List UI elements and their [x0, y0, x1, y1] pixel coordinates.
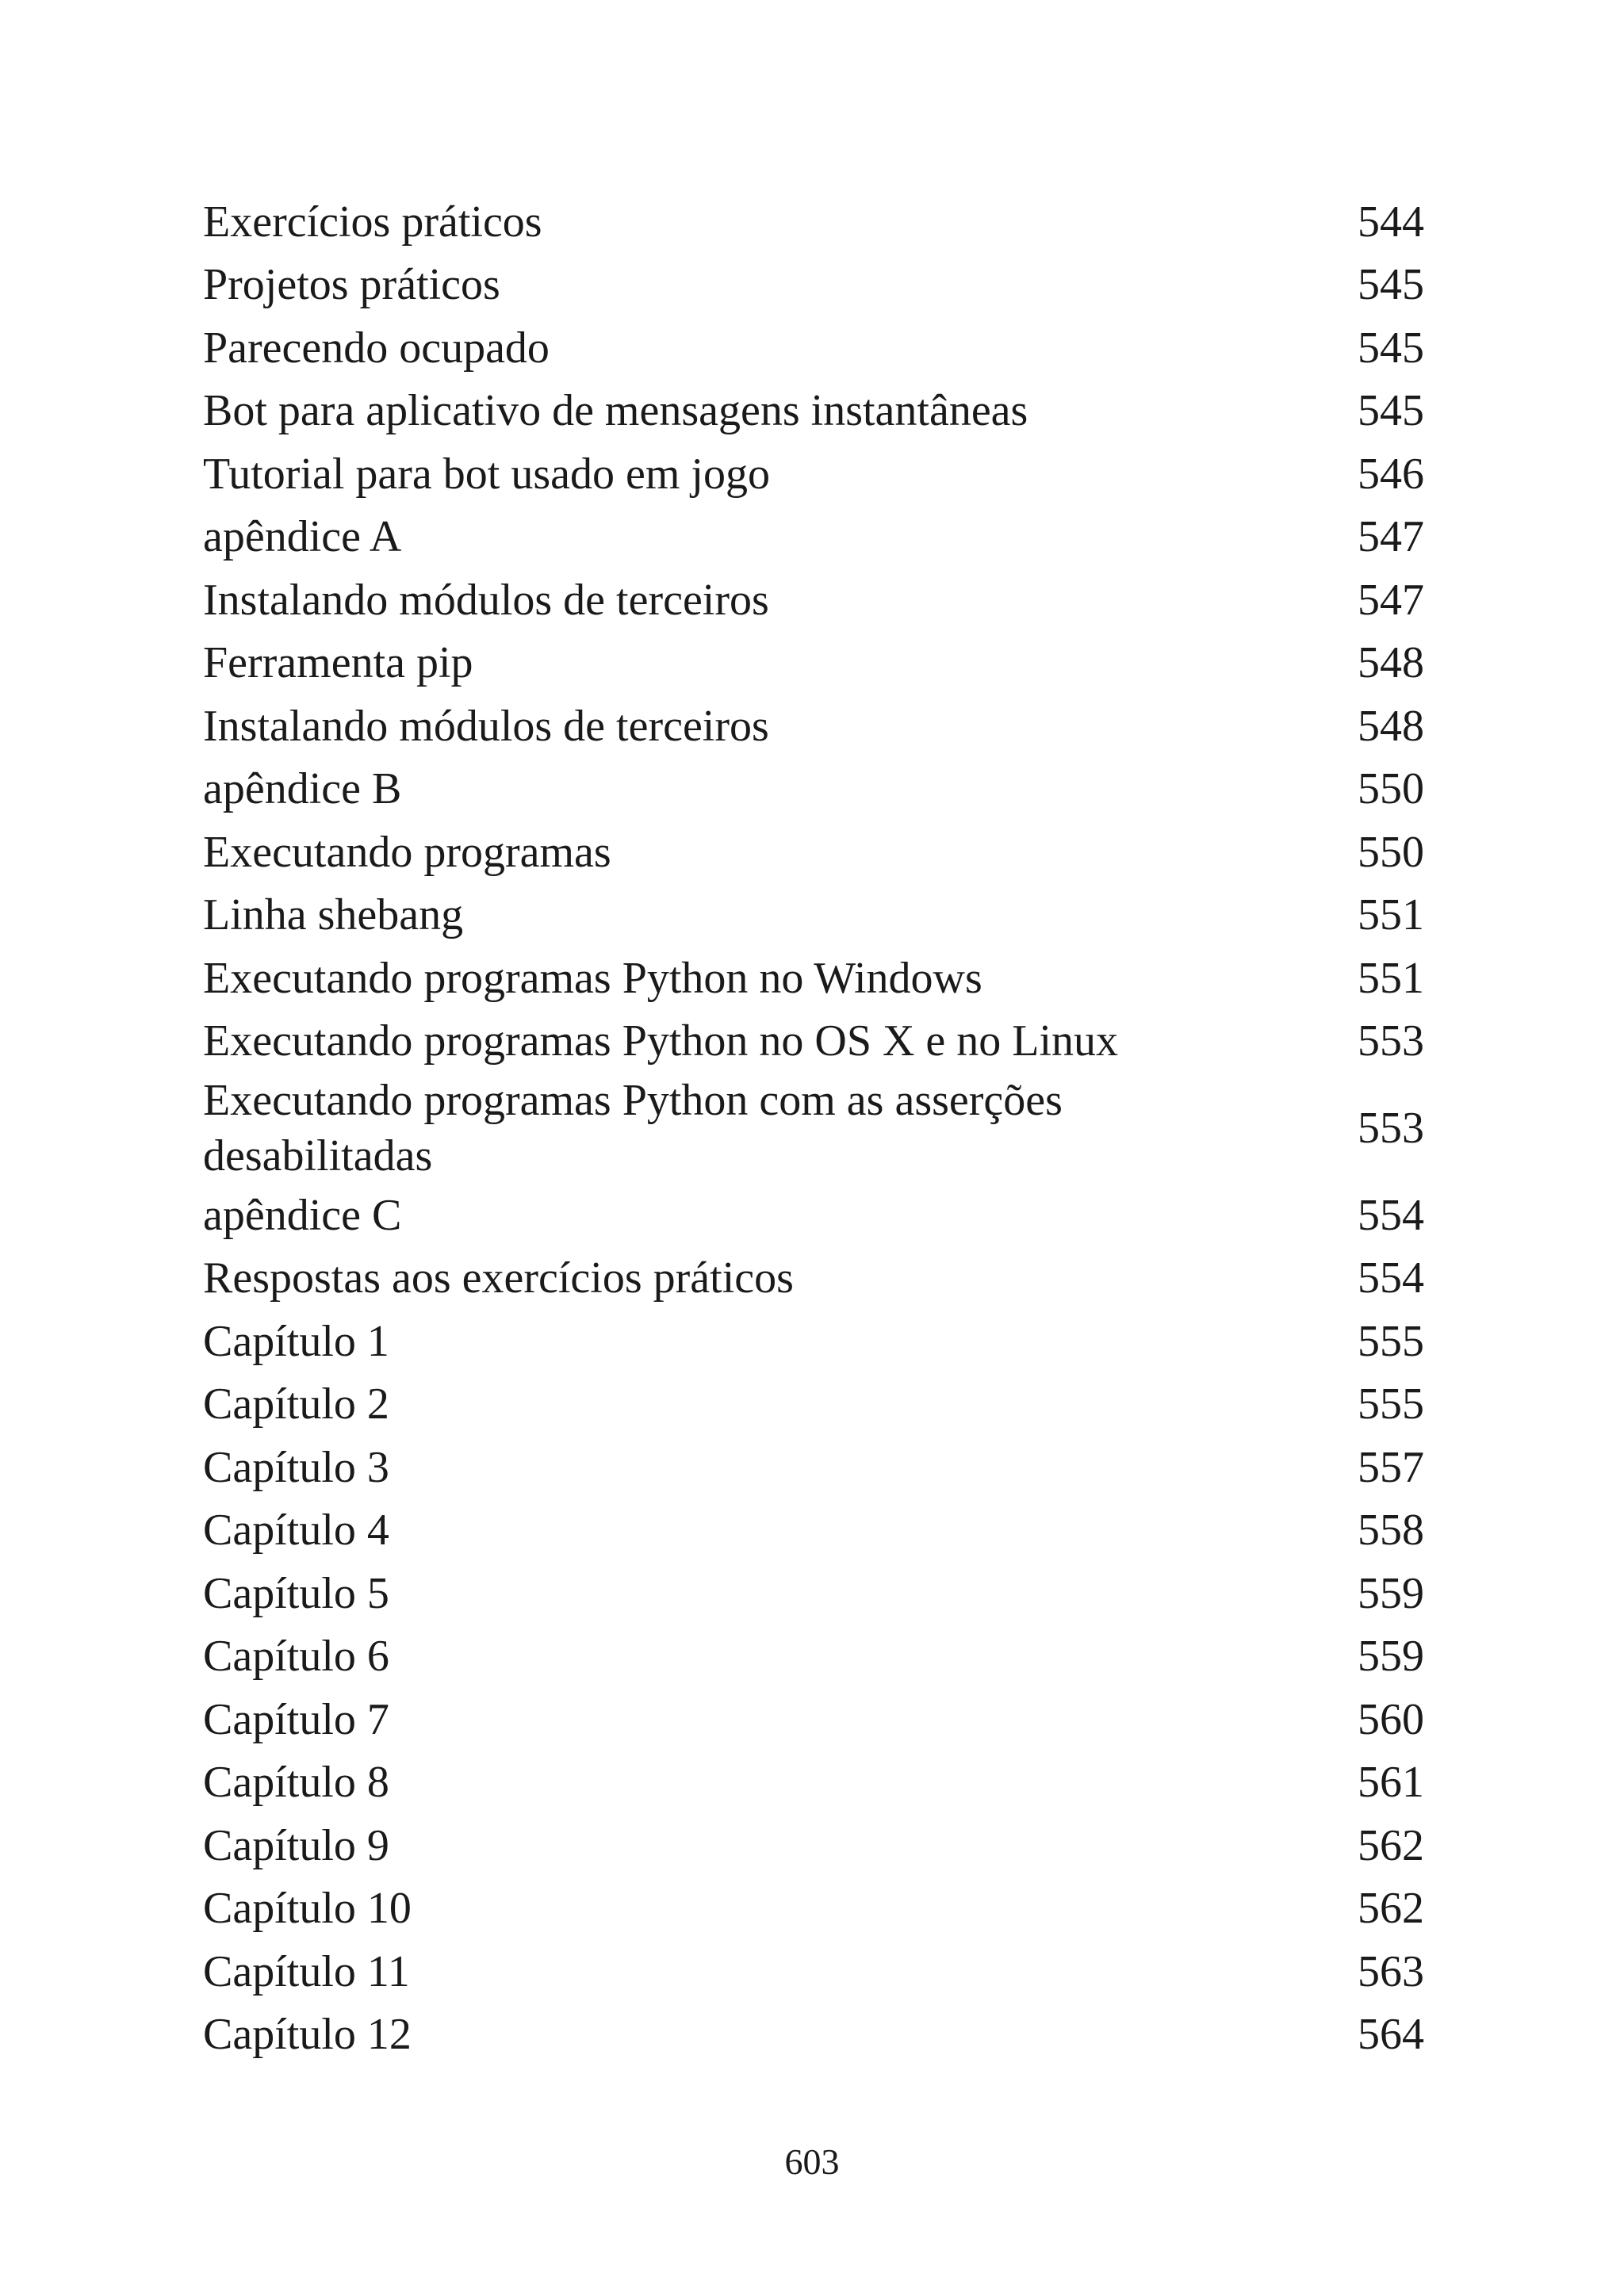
toc-entry[interactable]: [203, 1751, 1424, 1815]
toc-entry-page: 555: [1358, 1316, 1424, 1366]
toc-entry-title: Capítulo 1: [203, 1316, 389, 1366]
toc-entry-page: 561: [1358, 1758, 1424, 1808]
toc-entry-page: 554: [1358, 1253, 1424, 1303]
toc-entry-page: 547: [1358, 512, 1424, 562]
toc-entry-page: 559: [1358, 1568, 1424, 1618]
toc-entry[interactable]: [203, 1184, 1424, 1247]
toc-entry[interactable]: [203, 695, 1424, 758]
toc-entry-title: Capítulo 3: [203, 1442, 389, 1492]
toc-entry[interactable]: [203, 947, 1424, 1010]
toc-entry-page: 545: [1358, 386, 1424, 436]
toc-entry[interactable]: [203, 1625, 1424, 1689]
toc-entry-title: Executando programas Python no OS X e no Linux: [203, 1016, 1119, 1066]
toc-entry[interactable]: [203, 1877, 1424, 1941]
toc-entry[interactable]: [203, 1814, 1424, 1877]
toc-entry[interactable]: [203, 1499, 1424, 1563]
toc-entry-title: Capítulo 8: [203, 1758, 389, 1808]
toc-entry-title: Capítulo 11: [203, 1946, 410, 1996]
toc-entry-page: 548: [1358, 638, 1424, 688]
toc-entry-title: Parecendo ocupado: [203, 323, 550, 373]
toc-entry[interactable]: [203, 1562, 1424, 1625]
toc-entry-title: Respostas aos exercícios práticos: [203, 1253, 794, 1303]
toc-entry-title: Instalando módulos de terceiros: [203, 575, 769, 625]
toc-entry-title: Capítulo 2: [203, 1380, 389, 1429]
toc-entry-title: apêndice A: [203, 512, 402, 562]
toc-entry-page: 558: [1358, 1506, 1424, 1556]
toc-entry-title: Capítulo 6: [203, 1632, 389, 1682]
toc-entry-title: Capítulo 10: [203, 1884, 412, 1934]
toc-entry[interactable]: [203, 190, 1424, 254]
toc-entry-title: Bot para aplicativo de mensagens instantâneas: [203, 386, 1028, 436]
toc-entry[interactable]: [203, 2003, 1424, 2067]
toc-entry-title: Projetos práticos: [203, 260, 500, 310]
toc-entry-title: Executando programas Python no Windows: [203, 953, 982, 1003]
toc-entry[interactable]: [203, 1373, 1424, 1437]
toc-entry[interactable]: [203, 1010, 1424, 1073]
toc-entry[interactable]: [203, 758, 1424, 821]
toc-entry-page: 555: [1358, 1380, 1424, 1429]
toc-entry-page: 563: [1358, 1946, 1424, 1996]
toc-entry-title: Capítulo 9: [203, 1820, 389, 1870]
toc-entry-page: 545: [1358, 260, 1424, 310]
toc-entry[interactable]: [203, 1247, 1424, 1311]
toc-entry-page: 564: [1358, 2010, 1424, 2060]
toc-entry-title: Capítulo 5: [203, 1568, 389, 1618]
table-of-contents: [203, 190, 1424, 2066]
toc-entry-title: Capítulo 12: [203, 2010, 412, 2060]
toc-entry-title: Exercícios práticos: [203, 197, 542, 247]
toc-entry-title: Linha shebang: [203, 890, 464, 940]
toc-entry-page: 557: [1358, 1442, 1424, 1492]
toc-entry[interactable]: [203, 884, 1424, 947]
toc-entry-page: 550: [1358, 827, 1424, 877]
toc-entry[interactable]: [203, 1940, 1424, 2003]
toc-entry-page: 553: [1358, 1016, 1424, 1066]
toc-entry[interactable]: [203, 254, 1424, 317]
toc-entry-title: apêndice B: [203, 764, 402, 814]
toc-entry-page: 554: [1358, 1190, 1424, 1240]
toc-entry[interactable]: [203, 1436, 1424, 1499]
toc-entry-title: Executando programas: [203, 827, 611, 877]
toc-entry-page: 548: [1358, 701, 1424, 751]
toc-entry-title: Capítulo 7: [203, 1694, 389, 1744]
toc-entry[interactable]: [203, 506, 1424, 569]
toc-entry-title: Tutorial para bot usado em jogo: [203, 449, 770, 499]
toc-entry[interactable]: [203, 1310, 1424, 1373]
toc-entry-title: Ferramenta pip: [203, 638, 473, 688]
toc-entry-page: 562: [1358, 1820, 1424, 1870]
toc-entry-title: Executando programas Python com as asserções desabilitadas: [203, 1076, 1063, 1181]
toc-entry-page: 559: [1358, 1632, 1424, 1682]
toc-entry-page: 550: [1358, 764, 1424, 814]
toc-entry-page: 560: [1358, 1694, 1424, 1744]
toc-entry-title: Instalando módulos de terceiros: [203, 701, 769, 751]
toc-entry-page: 547: [1358, 575, 1424, 625]
toc-entry[interactable]: [203, 1688, 1424, 1751]
toc-entry[interactable]: [203, 568, 1424, 632]
toc-entry-page: 544: [1358, 197, 1424, 247]
toc-entry-page: 553: [1358, 1104, 1424, 1153]
toc-entry-page: 562: [1358, 1884, 1424, 1934]
toc-entry-page: 551: [1358, 953, 1424, 1003]
toc-entry[interactable]: [203, 442, 1424, 506]
toc-entry[interactable]: [203, 632, 1424, 695]
toc-entry[interactable]: [203, 316, 1424, 380]
toc-entry-page: 545: [1358, 323, 1424, 373]
toc-entry-title: Capítulo 4: [203, 1506, 389, 1556]
toc-entry-page: 546: [1358, 449, 1424, 499]
page-number: 603: [784, 2141, 840, 2182]
toc-entry-title: apêndice C: [203, 1190, 402, 1240]
toc-entry[interactable]: [203, 380, 1424, 443]
toc-entry[interactable]: [203, 821, 1424, 884]
toc-entry[interactable]: [203, 1073, 1424, 1184]
toc-entry-page: 551: [1358, 890, 1424, 940]
